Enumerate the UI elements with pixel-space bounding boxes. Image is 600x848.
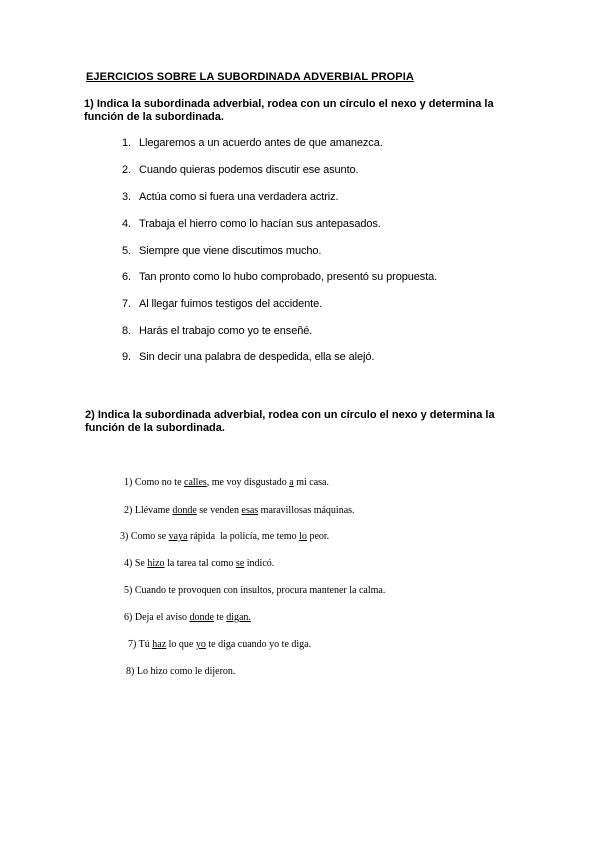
sentence-text: Como no te (134, 477, 185, 488)
underlined-word: vaya (168, 531, 188, 542)
sentence-text: lo que (166, 639, 196, 650)
item-number: 1) (124, 477, 135, 488)
sentence-text: la tarea tal como (164, 558, 236, 569)
sentence-text: mi casa. (293, 477, 329, 488)
item-sentence: Actúa como si fuera una verdadera actriz. (139, 191, 339, 203)
item-sentence: Siempre que viene discutimos mucho. (139, 245, 322, 257)
exercise-2-item (126, 666, 235, 677)
item-number: 7) (128, 639, 139, 650)
sentence-text: Cuando te provoquen con insultos, procura mantener la calma. (134, 585, 386, 596)
underlined-word: lo (299, 531, 307, 542)
item-sentence: Tan pronto como lo hubo comprobado, presentó su propuesta. (139, 271, 438, 283)
underlined-word: esas (241, 505, 259, 516)
underlined-word: digan. (226, 612, 251, 623)
exercise-2-instruction: 2) Indica la subordinada adverbial, rodea con un círculo el nexo y determina la función de la subordinada. (85, 409, 495, 434)
item-number: 1. (122, 137, 131, 149)
exercise-2-item (124, 477, 329, 488)
exercise-2-item (128, 639, 311, 650)
item-sentence: Sin decir una palabra de despedida, ella se alejó. (139, 351, 375, 363)
item-number: 8) (126, 666, 137, 677)
underlined-word: hizo (147, 558, 165, 569)
underlined-word: yo (195, 639, 206, 650)
exercise-2-item (124, 585, 385, 596)
item-number: 7. (122, 298, 131, 310)
item-number: 2) (124, 505, 135, 516)
document-title: EJERCICIOS SOBRE LA SUBORDINADA ADVERBIAL PROPIA (86, 71, 414, 83)
item-number: 4) (124, 558, 135, 569)
item-sentence: Harás el trabajo como yo te enseñé. (139, 325, 313, 337)
item-number: 9. (122, 351, 131, 363)
item-sentence: Al llegar fuimos testigos del accidente. (139, 298, 323, 310)
underlined-word: donde (189, 612, 214, 623)
item-number: 6. (122, 271, 131, 283)
sentence-text: indicó. (244, 558, 275, 569)
item-number: 5) (124, 585, 135, 596)
item-number: 5. (122, 245, 131, 257)
exercise-2-item (120, 531, 329, 542)
sentence-text: te diga cuando yo te diga. (205, 639, 312, 650)
sentence-text: Llévame (134, 505, 173, 516)
sentence-text: peor. (306, 531, 330, 542)
sentence-text: te (214, 612, 227, 623)
item-number: 2. (122, 164, 131, 176)
sentence-text: se venden (196, 505, 242, 516)
item-number: 3) (120, 531, 131, 542)
underlined-word: haz (152, 639, 167, 650)
underlined-word: donde (172, 505, 197, 516)
sentence-text: , me voy disgustado (206, 477, 290, 488)
sentence-text: Lo hizo como le dijeron. (136, 666, 236, 677)
sentence-text: Como se (130, 531, 169, 542)
item-sentence: Llegaremos a un acuerdo antes de que amanezca. (139, 137, 383, 149)
sentence-text: rápida la policía, me temo (187, 531, 300, 542)
exercise-2-item (124, 612, 251, 623)
underlined-word: calles (184, 477, 207, 488)
item-number: 8. (122, 325, 131, 337)
item-number: 4. (122, 218, 131, 230)
sentence-text: Deja el aviso (134, 612, 190, 623)
sentence-text: Tú (138, 639, 153, 650)
exercise-1-instruction: 1) Indica la subordinada adverbial, rodea con un círculo el nexo y determina la función de la subordinada. (84, 98, 494, 123)
item-number: 6) (124, 612, 135, 623)
sentence-text: maravillosas máquinas. (258, 505, 355, 516)
item-sentence: Cuando quieras podemos discutir ese asunto. (139, 164, 359, 176)
item-number: 3. (122, 191, 131, 203)
exercise-2-item (124, 505, 355, 516)
sentence-text: Se (134, 558, 148, 569)
exercise-2-item (124, 558, 274, 569)
item-sentence: Trabaja el hierro como lo hacían sus antepasados. (139, 218, 381, 230)
underlined-word: a (289, 477, 294, 488)
underlined-word: se (235, 558, 245, 569)
